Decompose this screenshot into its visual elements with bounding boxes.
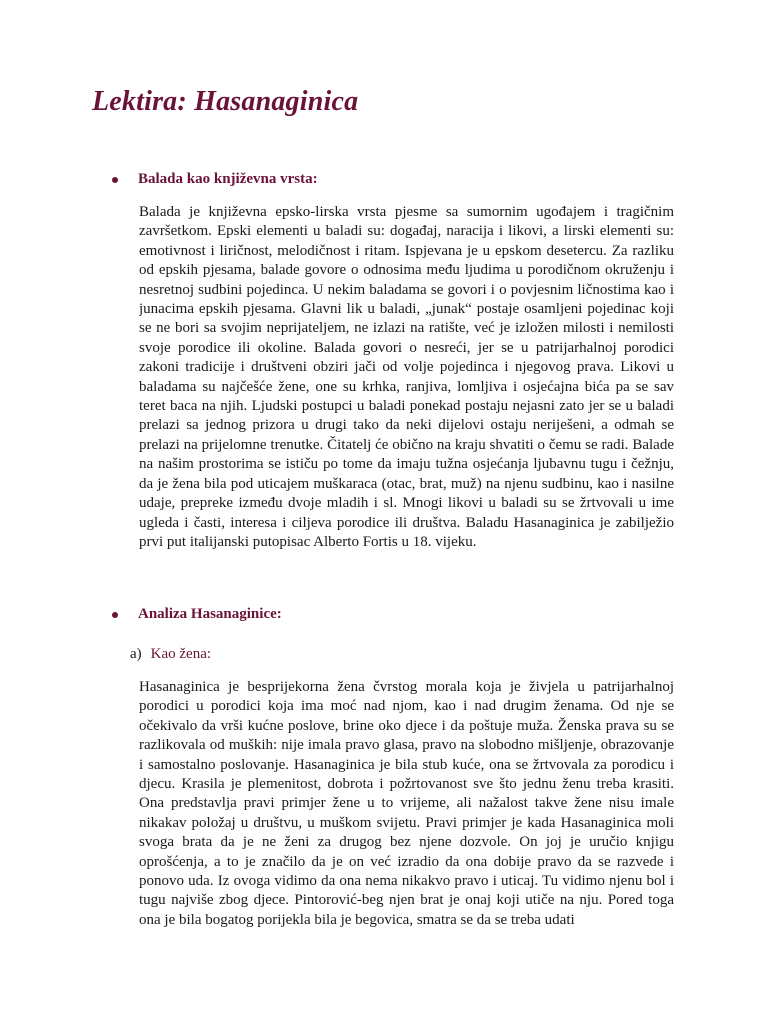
section-heading-balada [112,171,318,188]
section-heading-label: Balada kao književna vrsta: [138,171,318,187]
section-heading-analiza [112,606,282,623]
subsection-paragraph-kao-zena: Hasanaginica je besprijekorna žena čvrstog morala koja je živjela u patrijarhalnoj porodici u porodici koja ima moć nad njom, kao i nad drugim ženama. Od nje se očekivalo da vrši kućne poslove, brine oko djece i da poštuje muža. Ženska prava su se razlikovala od muških: nije imala pravo glasa, pravo na slobodno mišljenje, obrazovanje i samostalno poslovanje. Hasanaginica je bila stub kuće, ona se žrtvovala za porodicu i djecu. Krasila je plemenitost, dobrota i požrtovanost sve što jednu ženu treba krasiti. Ona predstavlja pravi primjer žene u to vrijeme, ali nažalost takve žene nisu imale nikakav položaj u društvu, u muškom svijetu. Pravi primjer je kada Hasanaginica moli svoga brata da je ne ženi za drugog bez njene dozvole. On joj je uručio knjigu oprošćenja, a to je značilo da je on već izradio da ona dobije pravo da se razvede i ponovo uda. Iz ovoga vidimo da ona nema nikakvo pravo i uticaj. Tu vidimo njenu bol i tugu najviše zbog djece. Pintorović-beg njen brat je onaj koji utiče na nju. Pored toga ona je bila bogatog porijekla bila je begovica, smatra se da se treba udati [139,679,674,928]
bullet-icon [112,177,118,183]
section-heading-label: Analiza Hasanaginice: [138,606,282,622]
subsection-marker: a) [130,646,142,662]
section-paragraph-balada: Balada je književna epsko-lirska vrsta pjesme sa sumornim ugođajem i tragičnim završetkom. Epski elementi u baladi su: događaj, naracija i likovi, a lirski elementi su: emotivnost i liričnost, melodičnost i ritam. Ispjevana je u epskom desetercu. Za razliku od epskih pjesama, balade govore o odnosima među ljudima u porodičnom okruženju i nesretnoj sudbini pojedinca. U nekim baladama se govori i o povjesnim ličnostima kao i junacima epskih pjesama. Glavni lik u baladi, „junak“ postaje osamljeni pojedinac koji se ne bori sa svojim neprijateljem, ne izlazi na ratište, već je izložen milosti i nemilosti svoje porodice ili okoline. Balada govori o nesreći, jer se u patrijarhalnoj porodici zakoni tradicije i društveni obziri jači od volje pojedinca i njegovog prava. Likovi u baladama su najčešće žene, one su krhka, ranjiva, lomljiva i osjećajna bića pa se sav teret baca na njih. Ljudski postupci u baladi ponekad postaju nejasni zato jer se u baladi prelazi sa jednog prizora u drugi tako da neki dijelovi ostaju neriješeni, a odmah se prelazi na prijelomne trenutke. Čitatelj će obično na kraju shvatiti o čemu se radi. Balade na našim prostorima se ističu po tome da imaju tužna osjećanja ljubavnu tugu i čežnju, da je žena bila pod uticajem muškaraca (otac, brat, muž) na njenu sudbinu, kao i nasilne udaje, prepreke između dvoje mladih i sl. Mnogi likovi u baladi su se žrtvovali u ime ugleda i časti, interesa i ciljeva porodice ili društva. Baladu Hasanaginica je zabilježio prvi put italijanski putopisac Alberto Fortis u 18. vijeku. [139,204,674,550]
document-title: Lektira: Hasanaginica [92,86,359,117]
subsection-heading-kao-zena [130,646,211,663]
bullet-icon [112,612,118,618]
subsection-label: Kao žena: [150,646,212,662]
